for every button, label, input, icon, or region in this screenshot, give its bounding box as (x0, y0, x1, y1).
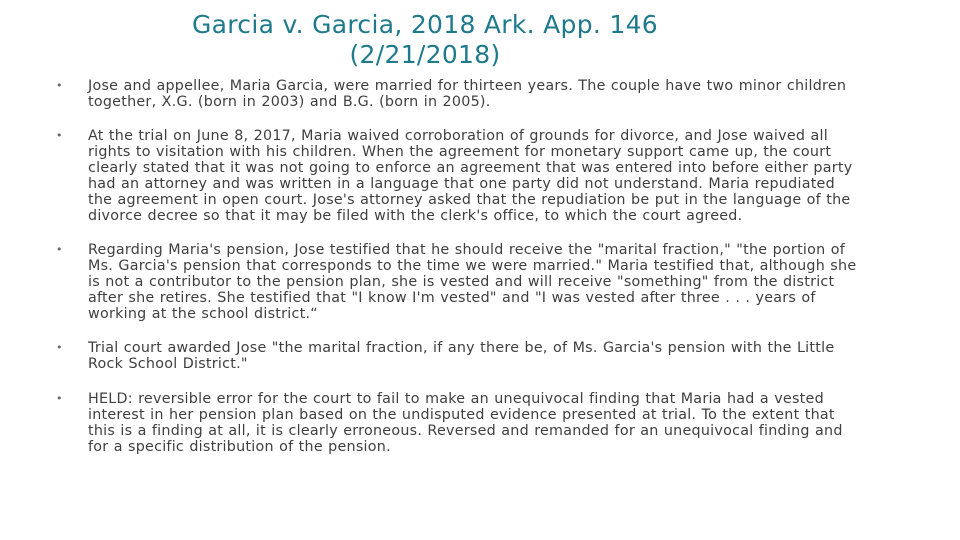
bullet-icon: • (56, 392, 63, 405)
bullet-text: Trial court awarded Jose "the marital fraction, if any there be, of Ms. Garcia's pension with the Little Rock School District." (88, 340, 835, 372)
bullet-list (56, 78, 862, 478)
bullet-item-marriage (56, 78, 862, 110)
bullet-text: Jose and appellee, Maria Garcia, were married for thirteen years. The couple have two minor children together, X.G. (born in 2003) and B.G. (born in 2005). (88, 78, 847, 110)
bullet-item-award (56, 340, 862, 372)
title-line-case: Garcia v. Garcia, 2018 Ark. App. 146 (191, 10, 659, 39)
bullet-text: Regarding Maria's pension, Jose testified that he should receive the "marital fraction," "the portion of Ms. Garcia's pension that corresponds to the time we were married." Maria testified that, although she is not a contributor to the pension plan, she is vested and will receive "something" from the district after she retires. She testified that "I know I'm vested" and "I was vested after three . . . years of working at the school district.“ (88, 242, 857, 322)
bullet-item-held (56, 391, 862, 455)
bullet-icon: • (56, 129, 63, 142)
bullet-icon: • (56, 243, 63, 256)
bullet-text: At the trial on June 8, 2017, Maria waived corroboration of grounds for divorce, and Jose waived all rights to visitation with his children. When the agreement for monetary support came up, the court clearly stated that it was not going to enforce an agreement that was entered into before either party had an attorney and was written in a language that one party did not understand. Maria repudiated the agreement in open court. Jose's attorney asked that the repudiation be put in the language of the divorce decree so that it may be filed with the clerk's office, to which the court agreed. (88, 128, 853, 224)
bullet-item-pension (56, 242, 862, 322)
title-line-date: (2/21/2018) (349, 40, 501, 69)
bullet-item-trial (56, 128, 862, 224)
bullet-icon: • (56, 341, 63, 354)
slide-title (150, 10, 700, 70)
bullet-icon: • (56, 79, 63, 92)
bullet-text: HELD: reversible error for the court to fail to make an unequivocal finding that Maria had a vested interest in her pension plan based on the undisputed evidence presented at trial. To the extent that this is a finding at all, it is clearly erroneous. Reversed and remanded for an unequivocal finding and for a specific distribution of the pension. (88, 391, 843, 455)
